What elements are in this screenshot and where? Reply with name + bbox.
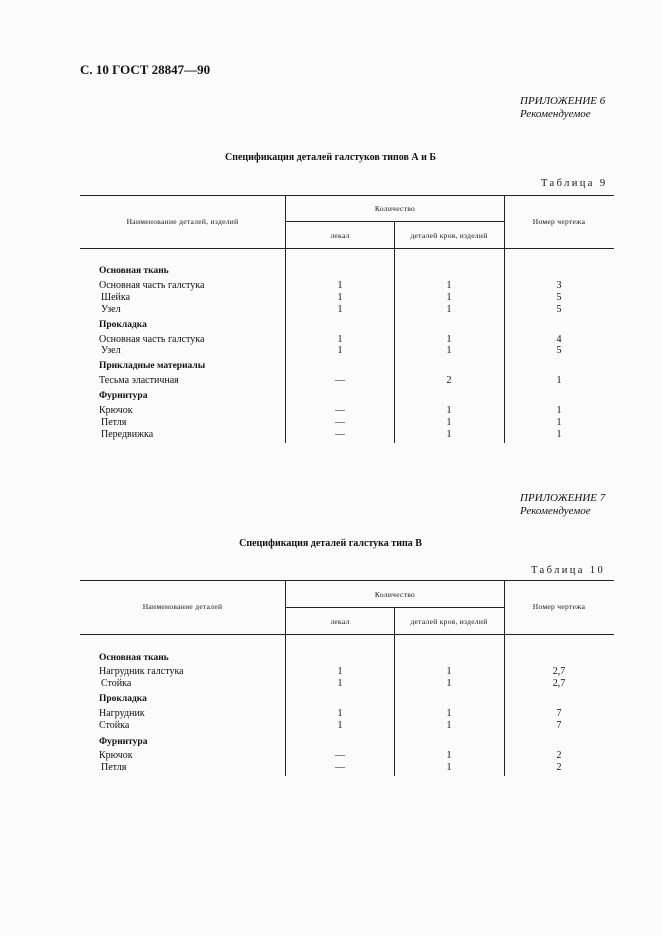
table-row: Крючок — 1 2 [99, 750, 562, 761]
appendix-7-title: ПРИЛОЖЕНИЕ 7 [520, 492, 606, 504]
page-header: С. 10 ГОСТ 28847—90 [80, 62, 211, 77]
table-10-col-qty: Количество [374, 590, 416, 599]
table-9-col-lekal: лекал [330, 231, 350, 240]
table-row: Узел 1 1 5 [101, 345, 562, 356]
table-9-label: Таблица 9 [541, 178, 608, 189]
table-9-col-name: Наименование деталей, изделий [126, 217, 239, 226]
table-10-col-name: Наименование деталей [142, 602, 223, 611]
table-row: Крючок — 1 1 [99, 405, 562, 416]
appendix-6-subtitle: Рекомендуемое [520, 108, 591, 120]
table-10-col-lekal: лекал [330, 617, 350, 626]
table-9-col-kroya: деталей кроя, изделий [410, 231, 488, 240]
appendix-6-title: ПРИЛОЖЕНИЕ 6 [520, 95, 606, 107]
table-10-caption: Спецификация деталей галстука типа В [239, 538, 422, 549]
table-row: Шейка 1 1 5 [101, 292, 562, 303]
table-row: Стойка 1 1 2,7 [101, 678, 566, 689]
table-10-mid-rule [286, 607, 504, 608]
table-10-col-kroya: деталей кроя, изделий [410, 617, 488, 626]
table-row: Узел 1 1 5 [101, 304, 562, 315]
table-10-label: Таблица 10 [531, 565, 606, 576]
appendix-7-subtitle: Рекомендуемое [520, 505, 591, 517]
table-row: Нагрудник галстука 1 1 2,7 [99, 666, 566, 677]
table-9-top-rule [80, 195, 614, 196]
table-row: Тесьма эластичная — 2 1 [99, 375, 562, 386]
table-row: Петля — 1 2 [101, 762, 562, 773]
table-row: Фурнитура [99, 391, 148, 401]
table-9-col-drawing: Номер чертежа [532, 217, 586, 226]
table-9-col-qty: Количество [374, 204, 416, 213]
table-row: Основная ткань [99, 653, 169, 663]
table-row: Прокладка [99, 694, 147, 704]
table-row: Стойка 1 1 7 [99, 720, 562, 731]
table-row: Передвижка — 1 1 [101, 429, 562, 440]
table-row: Фурнитура [99, 737, 148, 747]
table-row: Прокладка [99, 320, 147, 330]
table-row: Прикладные материалы [99, 361, 206, 371]
table-9-caption: Спецификация деталей галстуков типов А и Б [224, 152, 437, 163]
table-9-mid-rule [286, 221, 504, 222]
table-row: Нагрудник 1 1 7 [99, 708, 562, 719]
table-row: Основная часть галстука 1 1 4 [99, 334, 562, 345]
table-row: Основная ткань [99, 266, 169, 276]
table-10-col-drawing: Номер чертежа [532, 602, 586, 611]
table-10-top-rule [80, 580, 614, 581]
table-row: Основная часть галстука 1 1 3 [99, 280, 562, 291]
table-10-header-rule [80, 634, 614, 635]
table-row: Петля — 1 1 [101, 417, 562, 428]
table-9-header-rule [80, 248, 614, 249]
